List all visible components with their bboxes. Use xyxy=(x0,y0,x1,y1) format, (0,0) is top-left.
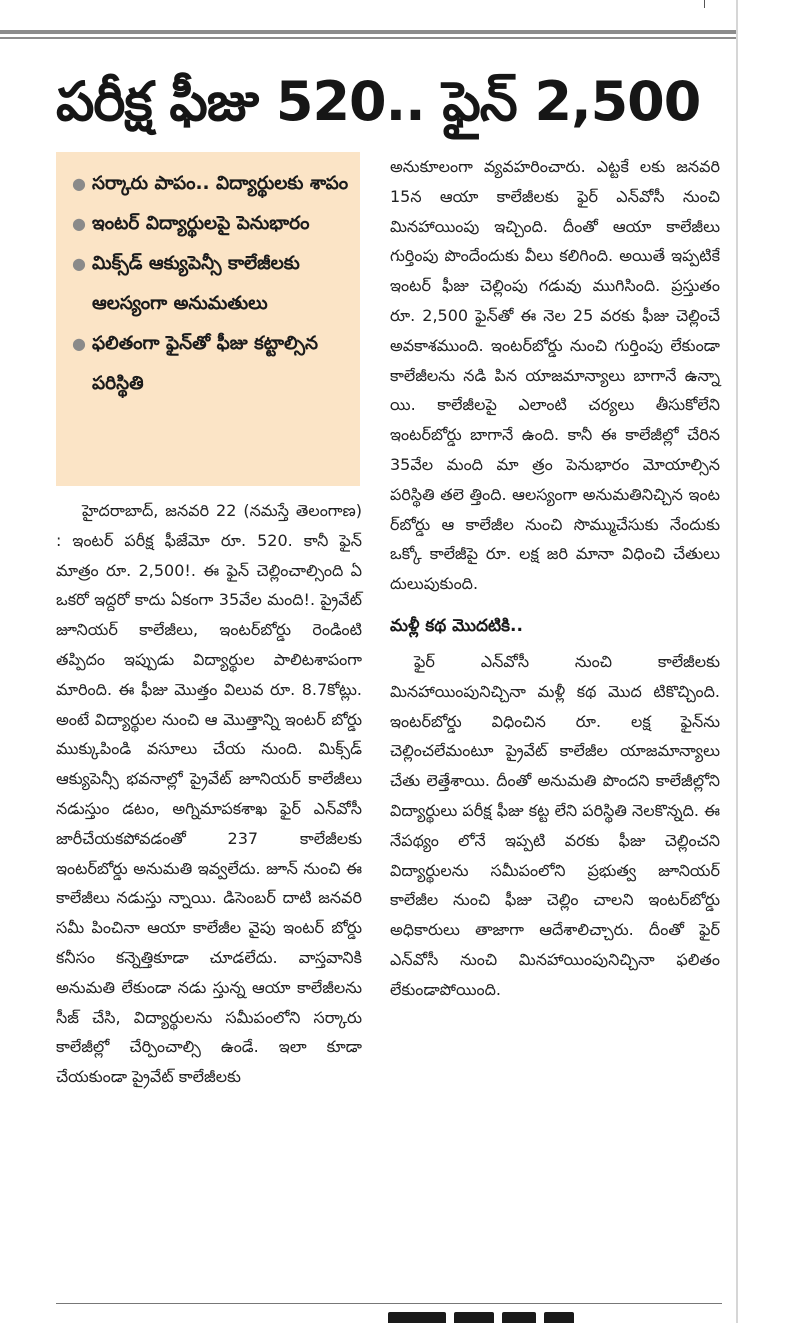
highlight-item xyxy=(70,324,350,404)
article-paragraph: ఫైర్ ఎన్‌వోసీ నుంచి కాలేజీలకు మినహాయింపునిచ్చినా మళ్లీ కథ మొద టికొచ్చింది. ఇంటర్‌బోర్డు విధించిన రూ. లక్ష ఫైన్‌ను చెల్లించలేమంటూ ప్రైవేట్ కాలేజీల యాజమాన్యాలు చేతు లెత్తేశాయి. దీంతో అనుమతి పొందని కాలేజీల్లోని విద్యార్థులు పరీక్ష ఫీజు కట్ట లేని పరిస్థితి నెలకొన్నది. ఈ నేపథ్యం లోనే ఇప్పటి వరకు ఫీజు చెల్లించని విద్యార్థులను సమీపంలోని ప్రభుత్వ జూనియర్ కాలేజీల నుంచి ఫీజు చెల్లిం చాలని ఇంటర్‌బోర్డు అధికారులు తాజాగా ఆదేశాలిచ్చారు. దీంతో ఫైర్ ఎన్‌వోసీ నుంచి మినహాయింపునిచ్చినా ఫలితం లేకుండాపోయింది. xyxy=(390,651,720,999)
page-edge-mark xyxy=(704,0,705,8)
highlights-list xyxy=(70,164,350,404)
highlight-item xyxy=(70,244,350,324)
highlight-item xyxy=(70,204,350,244)
highlight-text: సర్కారు పాపం.. విద్యార్థులకు శాపం xyxy=(92,173,349,194)
highlight-item xyxy=(70,164,350,204)
article-body-right xyxy=(390,152,720,1005)
highlight-text: మిక్స్‌డ్ ఆక్యుపెన్సీ కాలేజీలకు ఆలస్యంగా అనుమతులు xyxy=(92,253,300,314)
header-rule xyxy=(0,30,736,34)
article-subheading: మళ్లీ కథ మొదటికి.. xyxy=(390,615,523,636)
highlight-text: ఫలితంగా ఫైన్‌తో ఫీజు కట్టాల్సిన పరిస్థితి xyxy=(92,333,319,394)
highlight-text: ఇంటర్ విద్యార్థులపై పెనుభారం xyxy=(92,213,310,234)
footer-rule xyxy=(56,1303,722,1304)
article-paragraph: అనుకూలంగా వ్యవహరించారు. ఎట్టకే లకు జనవరి 15న ఆయా కాలేజీలకు ఫైర్ ఎన్‌వోసీ నుంచి మినహాయింపు ఇచ్చింది. దీంతో ఆయా కాలేజీలు గుర్తింపు పొందేందుకు వీలు కలిగింది. అయితే ఇప్పటికే ఇంటర్ ఫీజు చెల్లింపు గడువు ముగిసింది. ప్రస్తుతం రూ. 2,500 ఫైన్‌తో ఈ నెల 25 వరకు ఫీజు చెల్లించే అవకాశముంది. ఇంటర్‌బోర్డు నుంచి గుర్తింపు లేకుండా కాలేజీలను నడి పిన యాజమాన్యాలు బాగానే ఉన్నా యి. కాలేజీలపై ఎలాంటి చర్యలు తీసుకోలేని ఇంటర్‌బోర్డు బాగానే ఉంది. కానీ ఈ కాలేజీల్లో చేరిన 35వేల మంది మా త్రం పెనుభారం మోయాల్సిన పరిస్థితి తలె త్తింది. ఆలస్యంగా అనుమతినిచ్చిన ఇంట ర్‌బోర్డు ఆ కాలేజీల నుంచి సొమ్ముచేసుకు నేందుకు ఒక్కో కాలేజీపై రూ. లక్ష జరి మానా విధించి చేతులు దులుపుకుంది. xyxy=(390,157,720,594)
article-headline: పరీక్ష ఫీజు 520.. ఫైన్ 2,500 xyxy=(56,70,701,133)
bullet-icon: ● xyxy=(72,334,86,353)
page-edge xyxy=(736,0,738,1323)
article-body-left: హైదరాబాద్, జనవరి 22 (నమస్తే తెలంగాణ) : ఇంటర్ పరీక్ష ఫీజేమో రూ. 520. కానీ ఫైన్ మాత్రం రూ. 2,500!. ఈ ఫైన్ చెల్లించాల్సింది ఏ ఒకరో ఇద్దరో కాదు ఏకంగా 35వేల మంది!. ప్రైవేట్ జూనియర్ కాలేజీలు, ఇంటర్‌బోర్డు రెండింటి తప్పిదం ఇప్పుడు విద్యార్థుల పాలిటశాపంగా మారింది. ఈ ఫీజు మొత్తం విలువ రూ. 8.7కోట్లు. అంటే విద్యార్థుల నుంచి ఆ మొత్తాన్ని ఇంటర్ బోర్డు ముక్కుపిండి వసూలు చేయ నుంది. మిక్స్‌డ్ ఆక్యుపెన్సీ భవనాల్లో ప్రైవేట్ జూనియర్ కాలేజీలు నడుస్తుం డటం, అగ్నిమాపకశాఖ ఫైర్ ఎన్‌వోసీ జారీచేయకపోవడంతో 237 కాలేజీలకు ఇంటర్‌బోర్డు అనుమతి ఇవ్వలేదు. జూన్ నుంచి ఈ కాలేజీలు నడుస్తు న్నాయి. డిసెంబర్ దాటి జనవరి సమీ పించినా ఆయా కాలేజీల వైపు ఇంటర్ బోర్డు కనీసం కన్నెత్తికూడా చూడలేదు. వాస్తవానికి అనుమతి లేకుండా నడు స్తున్న ఆయా కాలేజీలను సీజ్ చేసి, విద్యార్థులను సమీపంలోని సర్కారు కాలేజీల్లో చేర్పించాల్సి ఉండే. ఇలా కూడా చేయకుండా ప్రైవేట్ కాలేజీలకు xyxy=(56,501,362,1087)
header-rule-thin xyxy=(0,37,736,39)
top-strip xyxy=(0,0,740,14)
bullet-icon: ● xyxy=(72,214,86,233)
bullet-icon: ● xyxy=(72,174,86,193)
bullet-icon: ● xyxy=(72,254,86,273)
next-article-title-cropped xyxy=(388,1308,618,1323)
highlights-box xyxy=(56,152,360,486)
